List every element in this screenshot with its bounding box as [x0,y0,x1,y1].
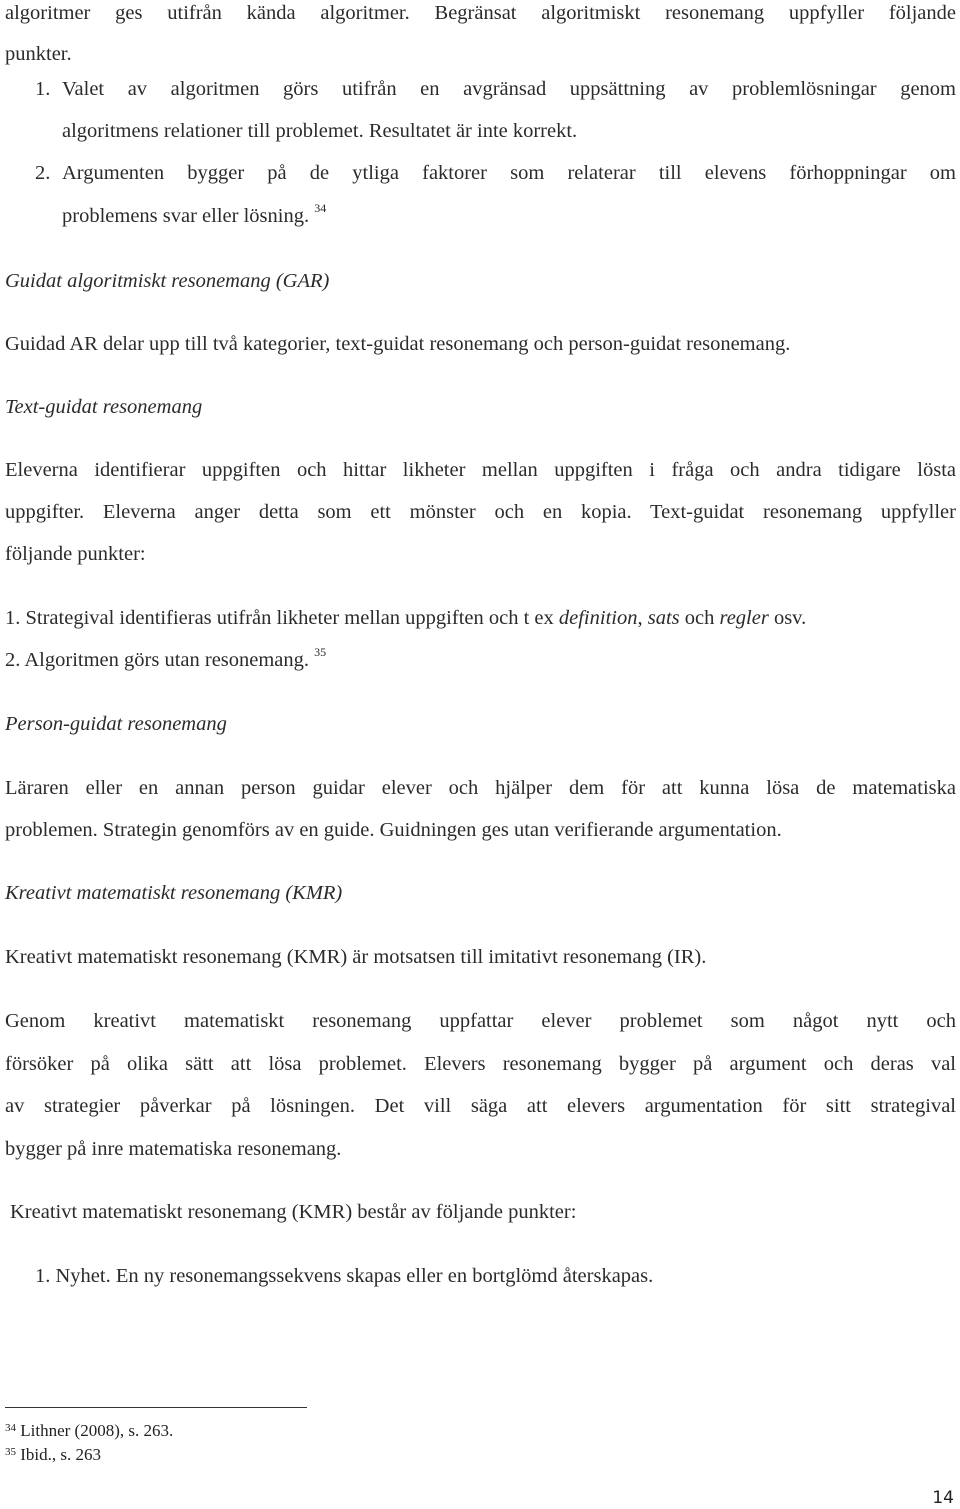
term-sats: sats [647,607,680,629]
list-item-text-end: osv. [768,607,807,629]
footnote-ref[interactable]: 35 [314,645,327,659]
list-number: 1. [35,1265,51,1287]
section-heading-person-guided: Person-guidat resonemang [5,713,227,735]
section-heading-text-guided: Text-guidat resonemang [5,396,203,418]
footnote-separator [5,1407,307,1408]
section-heading-kmr: Kreativt matematiskt resonemang (KMR) [5,882,343,904]
footnote-number: 35 [5,1446,16,1458]
kmr-para-3: Kreativt matematiskt resonemang (KMR) består av följande punkter: [10,1201,577,1223]
text-guided-line-1: Eleverna identifierar uppgiften och hittar likheter mellan uppgiften i fråga och andra tidigare lösta [5,459,956,481]
list-item [5,605,956,631]
intro-line-1: algoritmer ges utifrån kända algoritmer. Begränsat algoritmiskt resonemang uppfyller följande [5,2,956,24]
kmr-para-2-line-2: försöker på olika sätt att lösa problemet. Elevers resonemang bygger på argument och deras val [5,1053,956,1075]
footnote-number: 34 [5,1422,16,1434]
gar-body: Guidad AR delar upp till två kategorier, text-guidat resonemang och person-guidat resonemang. [5,333,791,355]
connector: och [679,607,720,629]
list-number: 2. [35,162,51,184]
list-item-text-cont [62,203,956,229]
intro-line-2: punkter. [5,43,72,65]
list-item-text: Nyhet. En ny resonemangssekvens skapas eller en bortglömd återskapas. [55,1265,654,1287]
text-guided-line-3: följande punkter: [5,543,146,565]
term-regler: regler [719,607,769,629]
list-number: 1. [35,78,51,100]
list-number: 1. [5,607,21,629]
footnote-35 [5,1445,101,1465]
term-definition: definition [558,607,638,629]
footnote-34 [5,1421,173,1441]
kmr-para-1: Kreativt matematiskt resonemang (KMR) är motsatsen till imitativt resonemang (IR). [5,946,707,968]
section-heading-gar: Guidat algoritmiskt resonemang (GAR) [5,270,330,292]
page-number: 14 [932,1488,954,1508]
list-item-text: Argumenten bygger på de ytliga faktorer som relaterar till elevens förhoppningar om [62,162,956,184]
kmr-para-2-line-1: Genom kreativt matematiskt resonemang uppfattar elever problemet som något nytt och [5,1010,956,1032]
kmr-para-2-line-3: av strategier påverkar på lösningen. Det vill säga att elevers argumentation för sitt strategival [5,1095,956,1117]
person-guided-line-1: Läraren eller en annan person guidar elever och hjälper dem för att kunna lösa de matematiska [5,777,956,799]
list-item-text-cont: algoritmens relationer till problemet. Resultatet är inte korrekt. [62,120,578,142]
list-item [35,1263,956,1289]
list-number: 2. [5,649,21,671]
text-guided-line-2: uppgifter. Eleverna anger detta som ett mönster och en kopia. Text-guidat resonemang uppfyller [5,501,956,523]
list-item [5,647,956,673]
separator: , [637,607,648,629]
kmr-para-2-line-4: bygger på inre matematiska resonemang. [5,1138,342,1160]
list-item-text-end: problemens svar eller lösning. [62,205,310,227]
footnote-text: Ibid., s. 263 [20,1445,101,1464]
person-guided-line-2: problemen. Strategin genomförs av en guide. Guidningen ges utan verifierande argumentation. [5,819,782,841]
list-item-text: Valet av algoritmen görs utifrån en avgränsad uppsättning av problemlösningar genom [62,78,956,100]
list-item-text: Algoritmen görs utan resonemang. [24,649,310,671]
list-item-text: Strategival identifieras utifrån likheter mellan uppgiften och t ex [25,607,559,629]
footnote-text: Lithner (2008), s. 263. [20,1421,174,1440]
footnote-ref[interactable]: 34 [314,201,327,215]
